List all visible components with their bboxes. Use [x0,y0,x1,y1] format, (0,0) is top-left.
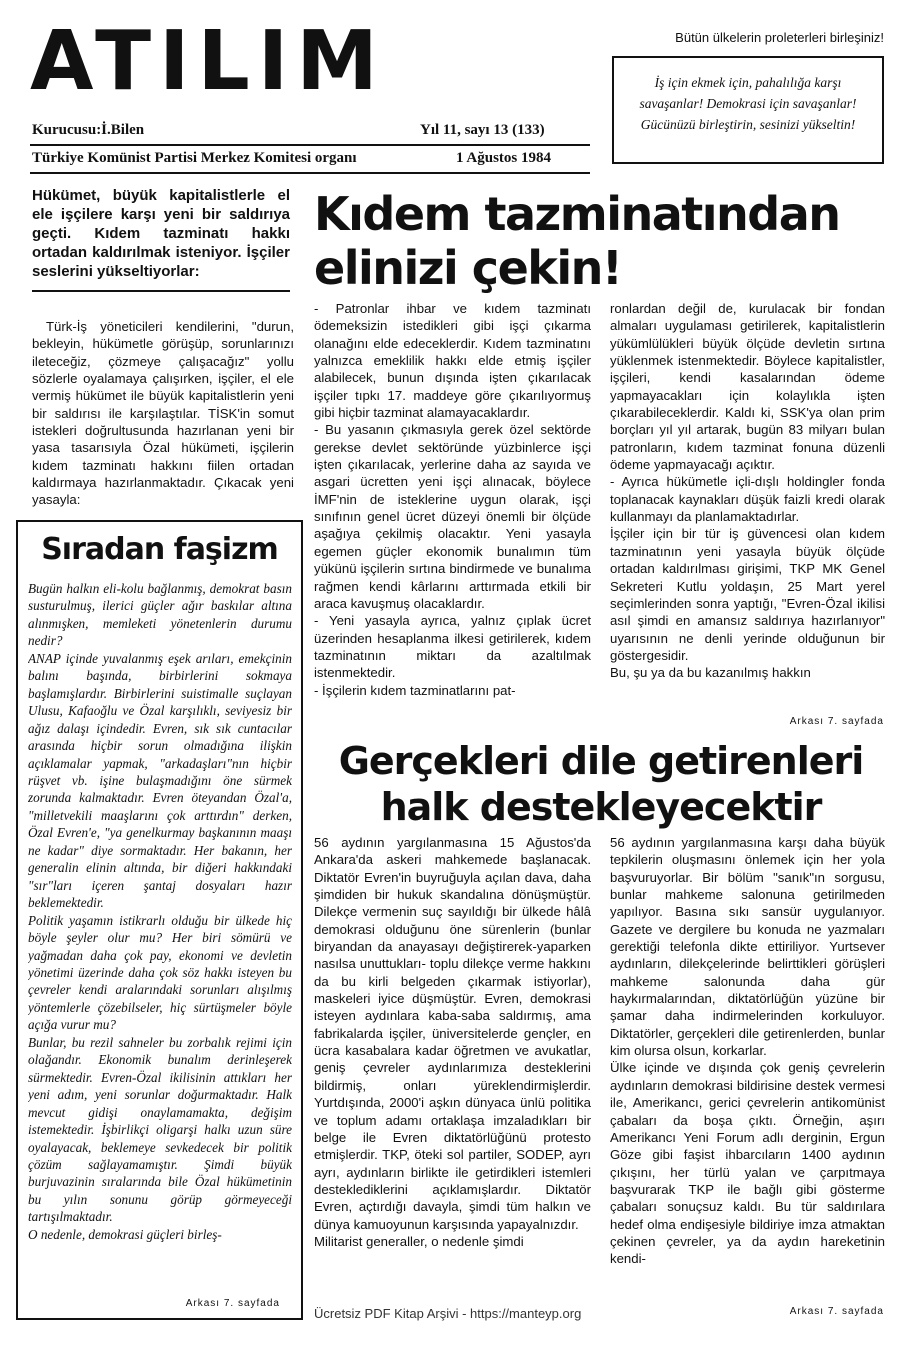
article1-headline-line1: Kıdem tazminatından [314,187,840,241]
masthead-logo: ATILIM [30,14,386,109]
organ-line: Türkiye Komünist Partisi Merkez Komitesi organı [32,150,357,166]
slogan-box [612,56,884,164]
article1-column-2: - Patronlar ihbar ve kıdem tazminatı ödemeksizin istedikleri gibi işçi çıkarma olanağını elde edeceklerdir. Kıdem tazminatını yalnızca emeklilik hakkı elde etmiş işçiler alabilecek, bunun dışında işten çıkarılacak işçiler tıpkı 17. maddeye göre çıkarılıyormuş gibi hiçbir tazminat alamayacaklardır. - Bu yasanın çıkmasıyla gerek özel sektörde gerekse devlet sektöründe yüzbinlerce işçi işten çıkarılacak, yerlerine daha az sayıda ve asgari ücretten yeni işçi alınacak, böylece İMF'nin de isteklerine uygun olarak, işçi sınıfının genel ücret düzeyi önemli bir ölçüde aşağıya çekilmiş olacaktır. Yeni yasayla egemen güçler ekonomik bunalımın tüm yükünü işçilerin sırtına bindirmede ve bunalıma rağmen kendi kârlarını arttırmada etkili bir araca kavuşmuş olacaklardır. - Yeni yasayla ayrıca, yalnız çıplak ücret üzerinden hesaplanma ilkesi getirilerek, kıdem tazminatının miktarı da azaltılmak istenmektedir. - İşçilerin kıdem tazminatlarını pat- [314,301,591,698]
article1-column-3: ronlardan değil de, kurulacak bir fondan almaları uygulaması getirilerek, kapitalistlerin yükümlülükleri büyük ölçüde devletin sırtına yüklenmek istenmektedir. Böylece kapitalistler, işçileri, kendi kasalarından ödeme yapmayacakları için kolaylıkla işten çıkarabileceklerdir. Kaldı ki, SSK'ya olan prim borçları yıl yıl artarak, bugün 83 milyarı bulan patronların, kıdem tazminat fonuna düzenli ödeme yapmayacağı açıktır. - Ayrıca hükümetle içli-dışlı holdingler fonda toplanacak kaynakları düşük faizli kredi olarak kullanmayı da planlamaktadırlar. İşçiler için bir tür iş güvencesi olan kıdem tazminatının yeni yasayla büyük ölçüde ortadan kaldırılması girişimi, TKP MK Genel Sekreteri Kutlu yoldaşın, 25 Mart yerel seçimlerinden sonra yaptığı, "Evren-Özal ikilisi asıl şimdi en amansız saldırıya hazırlanıyor" uyarısının ne denli yerinde olduğunun bir göstergesidir. Bu, şu ya da bu kazanılmış hakkın [610,301,885,681]
issue-date: 1 Ağustos 1984 [456,150,552,166]
article2-continued: Arkası 7. sayfada [789,1306,884,1317]
article1-intro: Türk-İş yöneticileri kendilerini, "durun, bekleyin, hükümetle görüşüp, sorunlarınızı ileteceğiz, çözmeye çalışacağız" yollu sözlerle oyalamaya çalışırken, işçiler, el ele vermiş hükümet ile büyük kapitalistlerin yeni bir saldırısı ile karşılaştılar. TİSK'in somut istekleri doğrultusunda hazırlanan yeni bir yasa tasarısıyla Özal hükümeti, işçilerin kıdem tazminatı hakkını fiilen ortadan kaldırmaya hazırlanmaktadır. Çıkacak yeni yasayla: [32,319,294,508]
sidebar-continued: Arkası 7. sayfada [185,1298,280,1309]
masthead-rule-bottom [30,172,590,174]
article2-headline-line2: halk destekleyecektir [380,785,822,829]
sidebar-text: Bugün halkın eli-kolu bağlanmış, demokrat basın susturulmuş, ilerici güçler ağır baskılar altına alınmışken, memleketi yönetenlerin durumu nedir? ANAP içinde yuvalanmış eşek arıları, emekçinin balını başında, birbirlerini sokmaya başlamışlardır. Birbirlerini suistimalle suçlayan Ulusu, Kafaoğlu ve Özal karşılıklı, seviyesiz bir ağız dalaşı içindedir. Evren, sık sık cuntacılar arasında hiçbir sorun olmadığına ilişkin açıklamalar yapmak, "arkadaşları"nın hiçbir rüşvet vb. işine bulaşmadığını öne sürmek zorunda kalmaktadır. Evren öteyandan Özal'a, "milletvekili maaşlarını çok arttırdın" derken, Özal Evren'e, "ya genelkurmay başkanının maaşı ne kadar" diye sormaktadır. Her bakanın, her generalin elinin altında, bir diğeri hakkındaki "sır"ları içeren şantaj dosyaları hazır beklemektedir. Politik yaşamın istikrarlı olduğu bir ülkede hiç böyle şeyler olur mu? Her biri sömürü ve yağmadan daha çok pay, ekonomi ve devletin yönetimi üzerinde daha çok söz hakkı isteyen bu çevreler kendi aralarındaki sorunları alışılmış yöntemlerle çözebilseler, hiç sürtüşmeler böyle açığa vurur mu? Bunlar, bu rezil sahneler bu zorbalık rejimi için olağandır. Ekonomik bunalım derinleşerek sürmektedir. Evren-Özal ikilisinin attıkları her yeni adım, yeni sorunlar doğurmaktadır. Halk mevcut gidişi onaylamamakta, değişim istemektedir. İşbirlikçi oligarşi halkı uzun süre oyalayacak, beklemeye sevkedecek bir politik çözüm sağlayamamıştır. Şimdi büyük burjuvazinin sıralarında bile Özal hükümetinin bu yılın sonunu görüp görmeyeceği tartışılmaktadır. O nedenle, demokrasi güçleri birleş- [28,581,292,1242]
lead-rule [32,290,290,292]
sidebar-headline: Sıradan faşizm [41,532,278,567]
article2-headline-line1: Gerçekleri dile getirenleri [338,739,864,783]
lead-paragraph: Hükümet, büyük kapitalistlerle el ele işçilere karşı yeni bir saldırıya geçti. Kıdem tazminatı hakkı ortadan kaldırılmak isteniyor. İşçiler seslerini yükseltiyorlar: [32,187,290,280]
article1-continued: Arkası 7. sayfada [789,716,884,727]
issue-number: Yıl 11, sayı 13 (133) [420,122,545,138]
article1-headline-line2: elinizi çekin! [314,241,622,295]
slogan-top: Bütün ülkelerin proleterleri birleşiniz! [675,30,884,45]
masthead-rule [30,144,590,146]
slogan-box-text: İş için ekmek için, pahalılığa karşı savaşanlar! Demokrasi için savaşanlar! Gücünüzü birleştirin, sesinizi yükseltin! [639,75,857,132]
founder: Kurucusu:İ.Bilen [32,122,145,138]
article2-column-2: 56 aydının yargılanmasına 15 Ağustos'da Ankara'da askeri mahkemede başlanacak. Diktatör Evren'in buyruğuyla açılan dava, daha şimdiden bir hukuk skandalına dönüşmüştür. Dilekçe vermenin suç sayıldığı bir ülkede hâlâ demokrasi olduğunu öne sürenlerin (bunlar biryandan da anayasayı değiştirerek-yaparken nasılsa unuttukları- toplu dilekçe verme hakkını da bu kirli belgeden çıkarmak istiyorlar), maskeleri iyice düşmüştür. Evren, demokrasi isteyen aydınlara kaba-saba saldırmış, ama fabrikalarda işçiler, üniversitelerde gençler, en ücra kasabalara kadar öğretmen ve avukatlar, geniş çevreler aydınlarımıza desteklerini bildirmiş, onları yüreklendirmişlerdir. Yurtdışında, 2000'i aşkın dünyaca ünlü politika ve toplum adamı ortaklaşa imzaladıkları bir belge ile Evren diktatörlüğünü protesto etmişlerdir. TKP, öteki sol partiler, SODEP, ayrı ayrı, aydınların birlikte ile getirdikleri istemleri desteklediklerini açıklamışlardır. Diktatör Evren, açtırdığı davayla, şimdi tüm halkın ve dünya kamuoyunun karşısında yapayalnızdır. Militarist generaller, o nedenle şimdi [314,835,591,1249]
footer-watermark: Ücretsiz PDF Kitap Arşivi - https://manteyp.org [314,1306,582,1321]
article2-column-3: 56 aydının yargılanmasına karşı daha büyük tepkilerin oluşmasını önlemek için her yola başvuruyorlar. Bir bölüm "sanık"ın sorgusu, bunlar mahkeme salonuna getirilmeden yapılıyor. Basına sıkı sansür uygulanıyor. Gazete ve dergilere bu konuda ne yazmaları gerektiği telefonla dikte ettiriliyor. Yurtsever aydınların, dilekçelerinde belirttikleri görüşleri mahkeme salonunda daha gür haykırmalarından, diktatörlüğün yüzüne bir şamar daha indirmelerinden korkuluyor. Diktatörler, gerçekleri dile getirenlerden, bunlar kim olursa olsun, korkarlar. Ülke içinde ve dışında çok geniş çevrelerin aydınların demokrasi bildirisine destek vermesi ile, Amerikancı, gerici çevrelerin antikomünist çabaları da boşa çıktı. Örneğin, aşırı Amerikancı Yeni Forum adlı derginin, Ergun Göze gibi faşist ihbarcıların 1400 aydının çıkışını, her türlü yalan ve çarpıtmaya başvurarak TKP ile bağlı gibi gösterme çabaları sonuçsuz kaldı. Bu tür saldırılara hedef olma endişesiyle bildiriye imza atmaktan çekinen çevreler, ya da aydın hareketinin kendi- [610,835,885,1267]
